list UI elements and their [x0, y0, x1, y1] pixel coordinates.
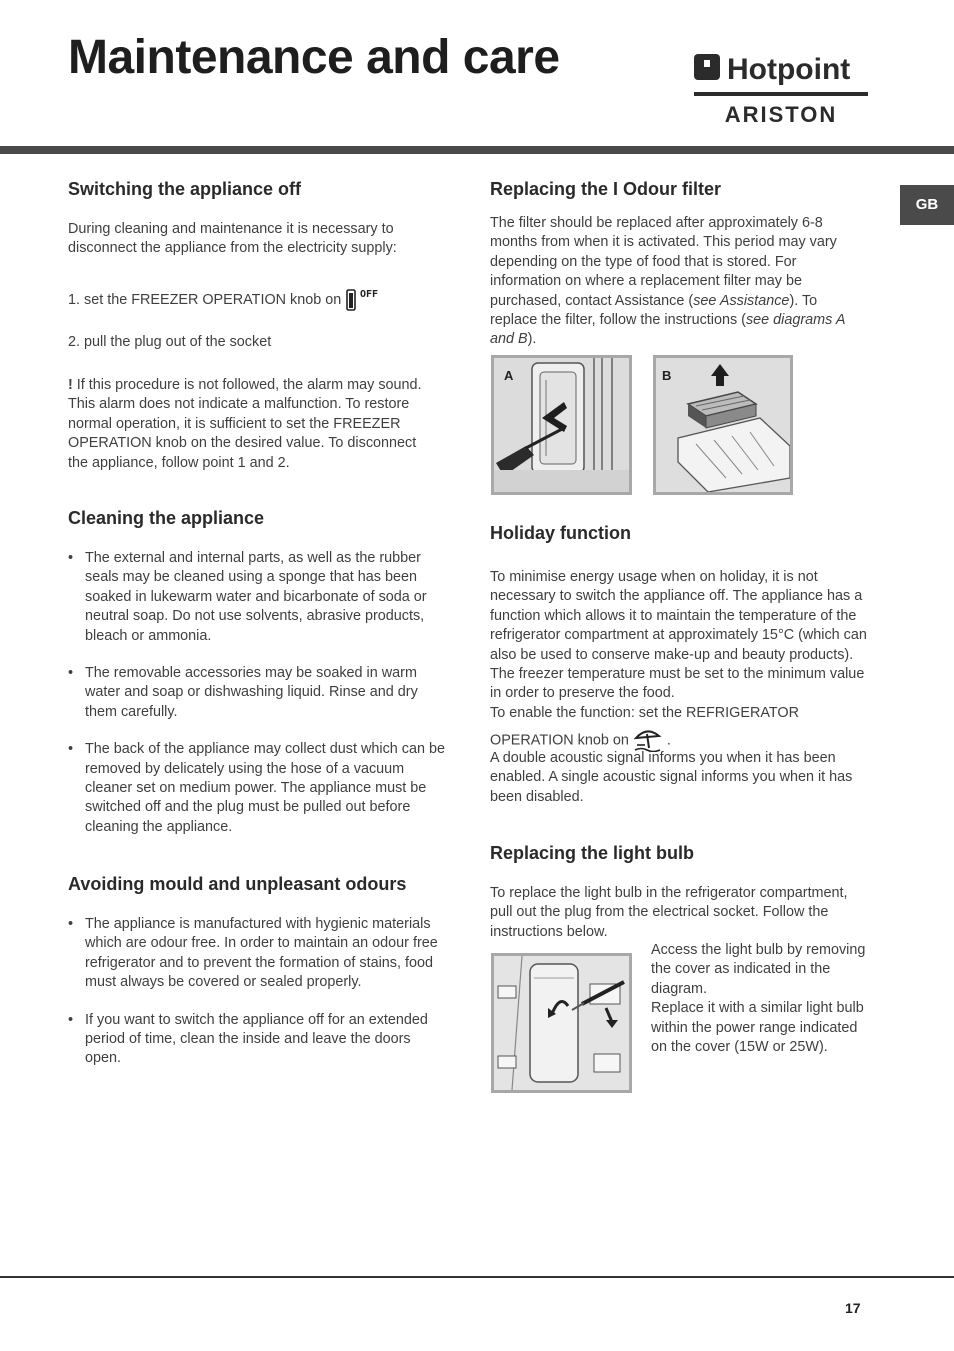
holiday-text-block	[490, 568, 868, 723]
odour-filter-text	[490, 214, 865, 350]
odour-text-a: The filter should be replaced after approximately 6-8 months from when it is activated. This period may vary depending on the type of food that is stored. For information on where a replacement filter may be purchased, contact Assistance (	[490, 215, 837, 309]
switching-step-1	[68, 287, 448, 313]
mould-bullet-1: • The appliance is manufactured with hygienic materials which are odour free. In order to maintain an odour free refrigerator and to prevent the formation of stains, food must always be covered or sealed properly.	[68, 915, 448, 993]
diagram-b-label: B	[662, 368, 672, 383]
switching-warning	[68, 376, 438, 473]
bulb-cover-removal-diagram	[494, 956, 629, 1090]
cleaning-bullet-3: • The back of the appliance may collect dust which can be removed by delicately using the hose of a vacuum cleaner set on medium power. The appliance must be switched off and the plug must be pulled out before cleaning the appliance.	[68, 740, 448, 837]
header-divider-bar	[0, 146, 954, 154]
cleaning-bullet-1: • The external and internal parts, as well as the rubber seals may be cleaned using a sponge that has been soaked in lukewarm water and bicarbonate of soda or neutral soap. Do not use solvents, abrasive products, bleach or ammonia.	[68, 549, 448, 646]
cleaning-heading: Cleaning the appliance	[68, 508, 265, 528]
mould-heading: Avoiding mould and unpleasant odours	[68, 874, 407, 894]
holiday-text-3-end: .	[662, 732, 671, 749]
light-bulb-heading: Replacing the light bulb	[490, 843, 694, 863]
filter-removal-diagram	[494, 358, 629, 492]
odour-text-a-italic: see Assistance	[693, 292, 790, 309]
odour-text-c: ).	[527, 331, 537, 348]
warning-text: If this procedure is not followed, the alarm may sound. This alarm does not indicate a malfunction. To restore normal operation, it is sufficient to set the FREEZER OPERATION knob on the desired value. To disconnect the appliance, follow point 1 and 2.	[68, 377, 422, 471]
light-bulb-diagram	[491, 953, 632, 1093]
holiday-heading: Holiday function	[490, 523, 631, 543]
holiday-text-1: To minimise energy usage when on holiday, it is not necessary to switch the appliance off. The appliance has a function which allows it to maintain the temperature of the refrigerator compartment at approximately 15°C (which can also be used to conserve make-up and beauty products). The freezer temperature must be set to the minimum value in order to preserve the food.	[490, 569, 867, 702]
holiday-text-4: A double acoustic signal informs you when it has been enabled. A single acoustic signal informs you when it has been disabled.	[490, 750, 853, 805]
holiday-text-2: To enable the function: set the REFRIGERATOR	[490, 704, 800, 721]
odour-text-b: ). To replace the filter, follow the instructions (	[490, 292, 818, 329]
language-tab: GB	[900, 185, 954, 225]
switching-off-heading: Switching the appliance off	[68, 179, 302, 199]
diagram-b	[653, 355, 793, 495]
cleaning-list	[68, 549, 448, 837]
brand-logo-icon	[694, 52, 869, 126]
filter-insertion-diagram	[656, 358, 790, 492]
svg-text:OFF: OFF	[360, 289, 379, 300]
page-number: 17	[845, 1300, 861, 1316]
light-bulb-side-2: Replace it with a similar light bulb within the power range indicated on the cover (15W or 25W).	[651, 1000, 864, 1056]
hotpoint-ariston-logo	[694, 52, 869, 126]
page-title: Maintenance and care	[68, 31, 560, 84]
light-bulb-side-text	[651, 941, 866, 1057]
cleaning-bullet-2: • The removable accessories may be soaked in warm water and soap or dishwashing liquid. Rinse and dry them carefully.	[68, 664, 448, 722]
odour-filter-heading: Replacing the I Odour filter	[490, 179, 722, 199]
freezer-off-icon	[345, 287, 387, 313]
switching-step-2: 2. pull the plug out of the socket	[68, 334, 272, 350]
diagram-a	[491, 355, 632, 495]
mould-list	[68, 915, 448, 1069]
diagram-a-label: A	[504, 368, 514, 383]
svg-text:Hotpoint: Hotpoint	[727, 53, 851, 86]
warning-mark: !	[68, 377, 73, 393]
footer-divider	[0, 1276, 954, 1278]
holiday-text-3: OPERATION knob on	[490, 732, 629, 749]
light-bulb-intro: To replace the light bulb in the refrigerator compartment, pull out the plug from the electrical socket. Follow the instructions below.	[490, 885, 848, 940]
switching-off-intro	[68, 220, 428, 259]
light-bulb-side-1: Access the light bulb by removing the cover as indicated in the diagram.	[651, 942, 866, 997]
svg-text:ARISTON: ARISTON	[724, 102, 838, 126]
switching-off-intro-text: During cleaning and maintenance it is necessary to disconnect the appliance from the electricity supply:	[68, 221, 397, 257]
step-1-text: 1. set the FREEZER OPERATION knob on	[68, 292, 342, 308]
mould-bullet-2: • If you want to switch the appliance off for an extended period of time, clean the inside and leave the doors open.	[68, 1011, 448, 1069]
odour-text-b-italic: see diagrams A and B	[490, 312, 845, 348]
